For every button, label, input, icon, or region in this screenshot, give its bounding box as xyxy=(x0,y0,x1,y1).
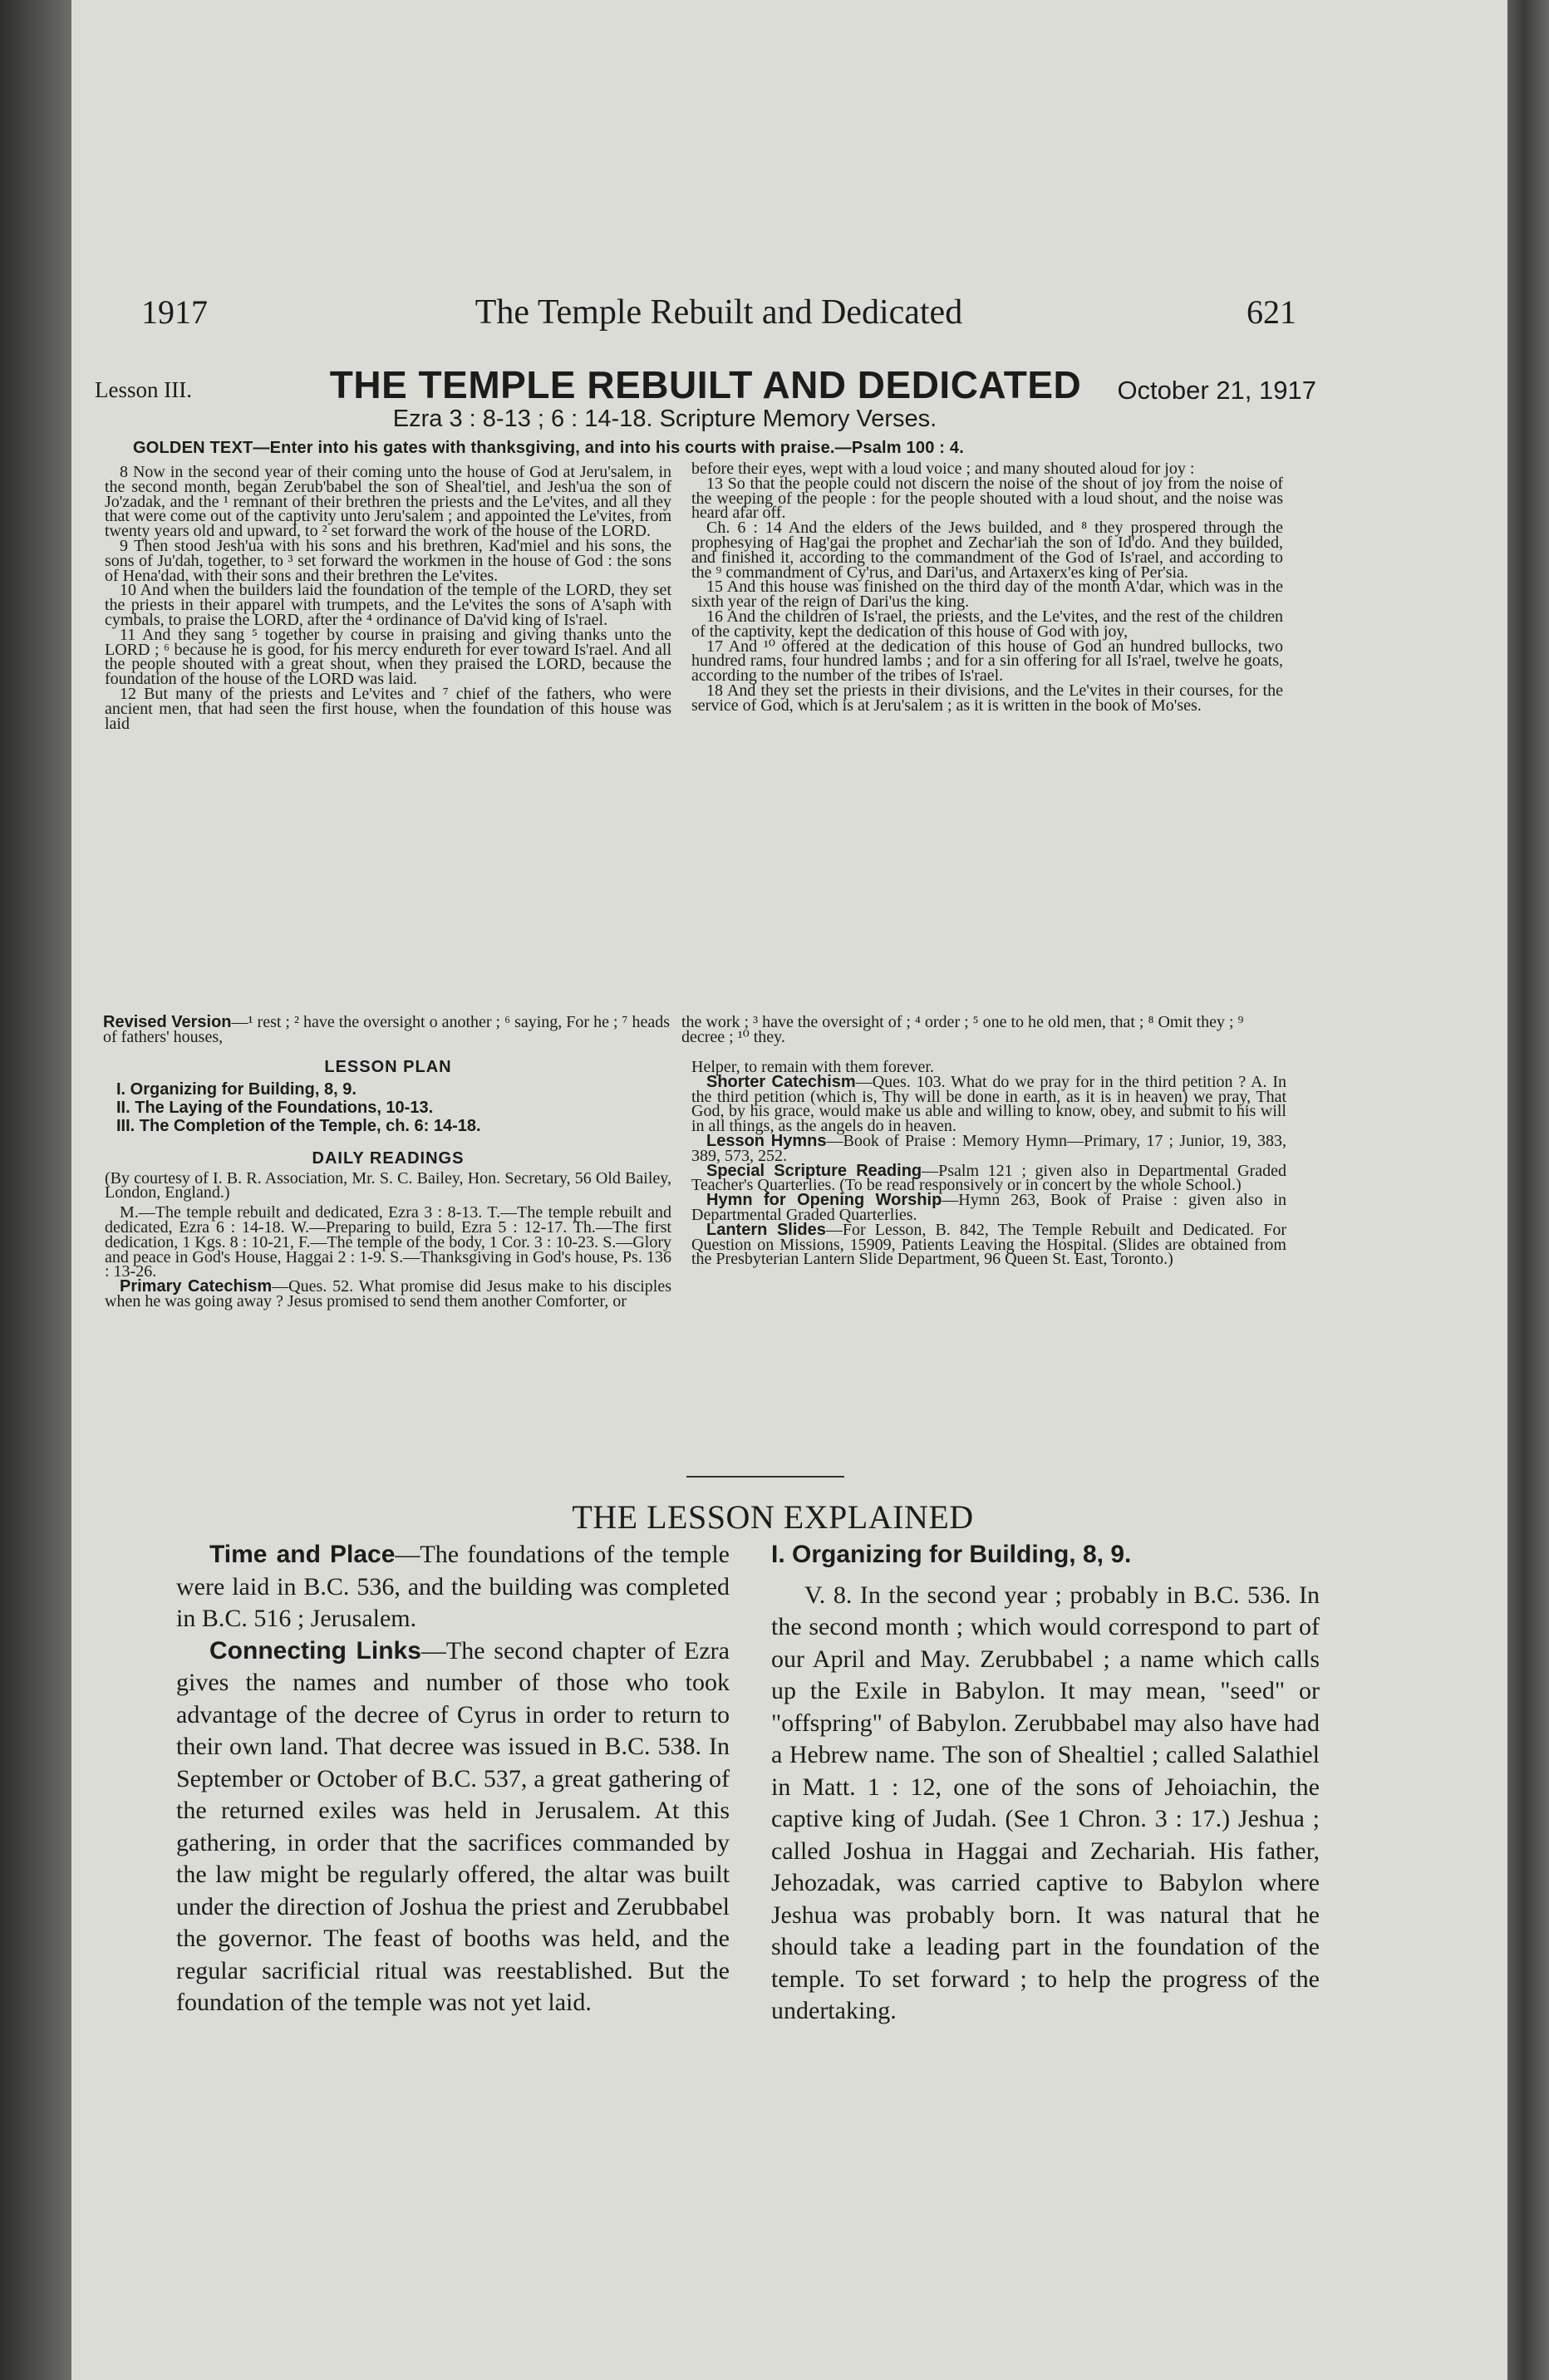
scripture-verse: Ch. 6 : 14 And the elders of the Jews builded, and ⁸ they prospered through the prophesying of Hag'gai the prophet and Zechar'iah the son of Id'do. And they builded, and finished it, according to the commandment of the God of Is'rael, and according to the ⁹ commandment of Cy'rus, and Dari'us, and Artaxerx'es king of Per'sia. xyxy=(691,519,1283,582)
binding-gutter xyxy=(0,0,71,2380)
opening-hymn-text: —Hymn 263, Book of Praise : given also in Departmental Graded Quarterlies. xyxy=(691,1191,1286,1224)
notes-column-right xyxy=(691,1060,1286,1468)
shorter-catechism-label: Shorter Catechism xyxy=(706,1072,856,1091)
special-reading-text: —Psalm 121 ; given also in Departmental Graded Teacher's Quarterlies. (To be read responsively or in concert by the whole School.) xyxy=(691,1161,1286,1195)
running-head xyxy=(141,293,1296,342)
lesson-number: Lesson III. xyxy=(95,377,192,402)
notes-column-left xyxy=(105,1059,671,1466)
running-head-title: The Temple Rebuilt and Dedicated xyxy=(475,293,963,332)
golden-text: GOLDEN TEXT—Enter into his gates with thanksgiving, and into his courts with praise.—Psalm 100 : 4. xyxy=(133,439,964,457)
lesson-date: October 21, 1917 xyxy=(1117,376,1316,405)
scripture-verse: 17 And ¹⁰ offered at the dedication of this house of God an hundred bullocks, two hundred rams, four hundred lambs ; and for a sin offering for all Is'rael, twelve he goats, according to the number of the tribes of Is'rael. xyxy=(691,637,1283,686)
lesson-hymns-label: Lesson Hymns xyxy=(706,1131,827,1150)
explained-column-left xyxy=(176,1539,730,2112)
scripture-verse: 15 And this house was finished on the third day of the month A'dar, which was in the sixth year of the reign of Dari'us the king. xyxy=(691,578,1283,612)
connecting-links-label: Connecting Links xyxy=(209,1636,421,1665)
primary-catechism-text: —Ques. 52. What promise did Jesus make to his disciples when he was going away ? Jesus promised to send them another Comforter, or xyxy=(105,1277,671,1310)
connecting-links-text: —The second chapter of Ezra gives the names and number of those who took advantage of the decree of Cyrus in order to return to their own land. That decree was issued in B.C. 538. In September or October of B.C. 537, a great gathering of the returned exiles was held in Jerusalem. At this gathering, in order that the sacrifices commanded by the law might be regularly offered, the altar was built under the direction of Joshua the priest and Zerubbabel the governor. The feast of booths was held, and the regular sacrificial ritual was reestablished. But the foundation of the temple was not yet laid. xyxy=(176,1636,730,2016)
revised-version-left xyxy=(103,1015,685,1045)
lesson-plan-item: III. The Completion of the Temple, ch. 6: 14-18. xyxy=(116,1116,481,1135)
section-divider xyxy=(686,1476,844,1478)
scripture-verse: 10 And when the builders laid the foundation of the temple of the LORD, they set the priests in their apparel with trumpets, and the Le'vites the sons of A'saph with cymbals, to praise the LORD, after the ⁴ ordinance of Da'vid king of Is'rael. xyxy=(105,581,671,629)
scripture-verse: 8 Now in the second year of their coming unto the house of God at Jeru'salem, in the second month, began Zerub'babel the son of Sheal'tiel, and Jesh'ua the son of Jo'zadak, and the ¹ remnant of their brethren the priests and the Le'vites, and all they that were come out of the captivity unto Jeru'salem ; and appointed the Le'vites, from twenty years old and upward, to ² set forward the work of the house of the LORD. xyxy=(105,465,671,541)
daily-readings-text: M.—The temple rebuilt and dedicated, Ezra 3 : 8-13. T.—The temple rebuilt and dedicated, Ezra 6 : 14-18. W.—Preparing to build, Ezra 5 : 12-17. Th.—The first dedication, 1 Kgs. 8 : 10-21, F.—The temple of the body, 1 Cor. 3 : 10-23. S.—Glory and peace in God's House, Haggai 2 : 1-9. S.—Thanksgiving in God's house, Ps. 136 : 13-26. xyxy=(105,1203,671,1281)
page-edge xyxy=(1507,0,1549,2380)
scripture-column-left xyxy=(105,465,671,997)
lantern-slides-label: Lantern Slides xyxy=(706,1220,826,1239)
scripture-verse: 18 And they set the priests in their divisions, and the Le'vites in their courses, for the service of God, which is at Jeru'salem ; as it is written in the book of Mo'ses. xyxy=(691,681,1283,715)
primary-catechism-label: Primary Catechism xyxy=(120,1277,273,1296)
time-place-text: —The foundations of the temple were laid in B.C. 536, and the building was completed in B.C. 516 ; Jerusalem. xyxy=(176,1541,730,1632)
time-place-label: Time and Place xyxy=(209,1541,396,1568)
section-title: THE LESSON EXPLAINED xyxy=(572,1498,974,1536)
daily-readings-courtesy: (By courtesy of I. B. R. Association, Mr. S. C. Bailey, Hon. Secretary, 56 Old Bailey, London, England.) xyxy=(105,1168,671,1202)
scripture-verse: before their eyes, wept with a loud voice ; and many shouted aloud for joy : xyxy=(691,462,1195,478)
running-head-year: 1917 xyxy=(141,293,208,331)
lantern-slides-text: —For Lesson, B. 842, The Temple Rebuilt and Dedicated. For Question on Missions, 15909, Patients Leaving the Hospital. (Slides are obtained from the Presbyterian Lantern Slide Department, 96 Queen St. East, Toronto.) xyxy=(691,1220,1286,1269)
scripture-verse: 13 So that the people could not discern the noise of the shout of joy from the noise of the weeping of the people : for the people shouted with a loud shout, and the noise was heard afar off. xyxy=(691,474,1283,523)
lesson-hymns-text: —Book of Praise : Memory Hymn—Primary, 17 ; Junior, 19, 383, 389, 573, 252. xyxy=(691,1131,1286,1165)
explained-subheading: I. Organizing for Building, 8, 9. xyxy=(771,1541,1132,1568)
scripture-column-right xyxy=(691,462,1283,1035)
revised-version xyxy=(103,1015,1286,1045)
scripture-verse: 11 And they sang ⁵ together by course in praising and giving thanks unto the LORD ; ⁶ because he is good, for his mercy endureth for ever toward Is'rael. And all the people shouted with a great shout, when they praised the LORD, because the foundation of the house of the LORD was laid. xyxy=(105,625,671,689)
lesson-title: THE TEMPLE REBUILT AND DEDICATED xyxy=(329,363,1082,406)
explained-text: V. 8. In the second year ; probably in B.C. 536. In the second month ; which would correspond to part of our April and May. Zerubbabel ; a name which calls up the Exile in Babylon. It may mean, "seed" or "offspring" of Babylon. Zerubbabel may also have had a Hebrew name. The son of Shealtiel ; called Salathiel in Matt. 1 : 12, one of the sons of Jehoiachin, the captive king of Judah. (See 1 Chron. 3 : 17.) Jeshua ; called Joshua in Haggai and Zechariah. His father, Jehozadak, was carried captive to Babylon where Jeshua was probably born. It was natural that he should take a leading part in the foundation of the temple. To set forward ; to help the progress of the undertaking. xyxy=(771,1581,1320,2024)
special-reading-label: Special Scripture Reading xyxy=(706,1161,922,1180)
revised-version-right: the work ; ³ have the oversight of ; ⁴ order ; ⁵ one to he old men, that ; ⁸ Omit they ; ⁹ decree ; ¹⁰ they. xyxy=(681,1013,1244,1046)
catechism-continuation: Helper, to remain with them forever. xyxy=(691,1060,934,1076)
lesson-plan-item: II. The Laying of the Foundations, 10-13. xyxy=(116,1098,434,1117)
lesson-header xyxy=(95,359,1316,412)
explained-column-right xyxy=(771,1539,1320,2112)
scripture-verse: 16 And the children of Is'rael, the priests, and the Le'vites, and the rest of the children of the captivity, kept the dedication of this house of God with joy, xyxy=(691,607,1283,641)
opening-hymn-label: Hymn for Opening Worship xyxy=(706,1191,942,1210)
scripture-verse: 9 Then stood Jesh'ua with his sons and his brethren, Kad'miel and his sons, the sons of Ju'dah, together, to ³ set forward the workmen in the house of God : the sons of Hena'dad, with their sons and their brethren the Le'vites. xyxy=(105,536,671,585)
page-number: 621 xyxy=(1247,293,1296,331)
passage-reference: Ezra 3 : 8-13 ; 6 : 14-18. Scripture Memory Verses. xyxy=(392,406,937,432)
revised-version-text-left: —¹ rest ; ² have the oversight o another ; ⁶ saying, For he ; ⁷ heads of fathers' houses, xyxy=(103,1013,671,1046)
scripture-verse: 12 But many of the priests and Le'vites and ⁷ chief of the fathers, who were ancient men, that had seen the first house, when the foundation of this house was laid xyxy=(105,684,671,733)
daily-readings-heading: DAILY READINGS xyxy=(312,1148,465,1168)
revised-version-label: Revised Version xyxy=(103,1013,232,1031)
lesson-plan-item: I. Organizing for Building, 8, 9. xyxy=(116,1079,357,1099)
shorter-catechism-text: —Ques. 103. What do we pray for in the third petition ? A. In the third petition (which is, Thy will be done in earth, as it is in heaven) we pray, That God, by his grace, would make us able and willing to know, obey, and submit to his will in all things, as the angels do in heaven. xyxy=(691,1072,1286,1136)
lesson-plan-heading: LESSON PLAN xyxy=(324,1059,452,1076)
